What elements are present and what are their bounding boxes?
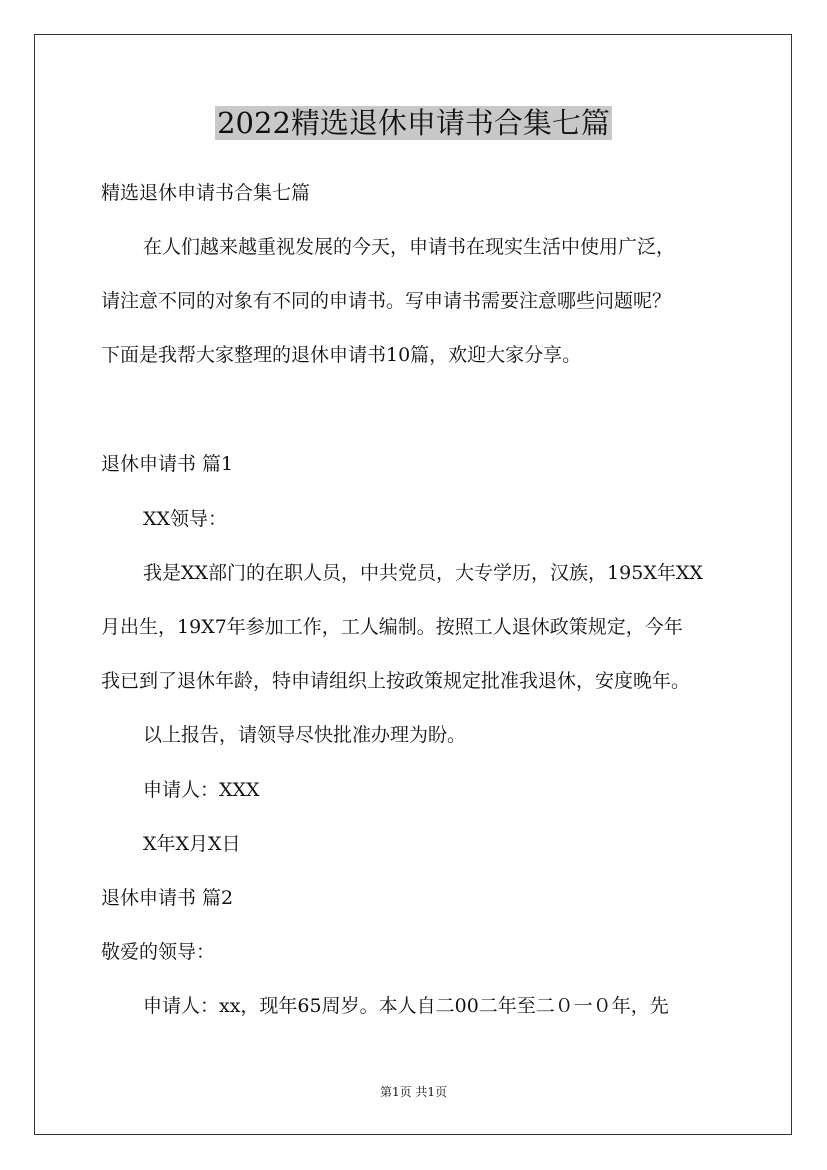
applicant-line: 申请人：XXX — [143, 779, 260, 801]
body-line-3: 我已到了退休年龄，特申请组织上按政策规定批准我退休，安度晚年。 — [101, 670, 691, 692]
intro-line-2: 请注意不同的对象有不同的申请书。写申请书需要注意哪些问题呢？ — [101, 290, 672, 312]
page-footer: 第1页 共1页 — [379, 1085, 448, 1099]
body-line-2: 月出生，19X7年参加工作，工人编制。按照工人退休政策规定，今年 — [101, 616, 683, 638]
body-line-5: 申请人：xx，现年65周岁。本人自二00二年至二０一０年，先 — [143, 995, 669, 1017]
subtitle-line: 精选退休申请书合集七篇 — [101, 182, 311, 204]
intro-line-1: 在人们越来越重视发展的今天，申请书在现实生活中使用广泛， — [143, 236, 676, 258]
document-title — [0, 104, 827, 142]
salutation-1: XX领导： — [143, 508, 228, 530]
section-heading-1: 退休申请书 篇1 — [101, 453, 234, 475]
section-heading-2: 退休申请书 篇2 — [101, 887, 234, 909]
date-line: X年X月X日 — [143, 833, 241, 855]
body-line-4: 以上报告，请领导尽快批准办理为盼。 — [143, 724, 467, 746]
salutation-2: 敬爱的领导： — [101, 941, 216, 963]
document-title-text: 2022精选退休申请书合集七篇 — [217, 106, 610, 140]
intro-line-3: 下面是我帮大家整理的退休申请书10篇，欢迎大家分享。 — [101, 344, 582, 366]
body-line-1: 我是XX部门的在职人员，中共党员，大专学历，汉族，195X年XX — [143, 562, 703, 584]
